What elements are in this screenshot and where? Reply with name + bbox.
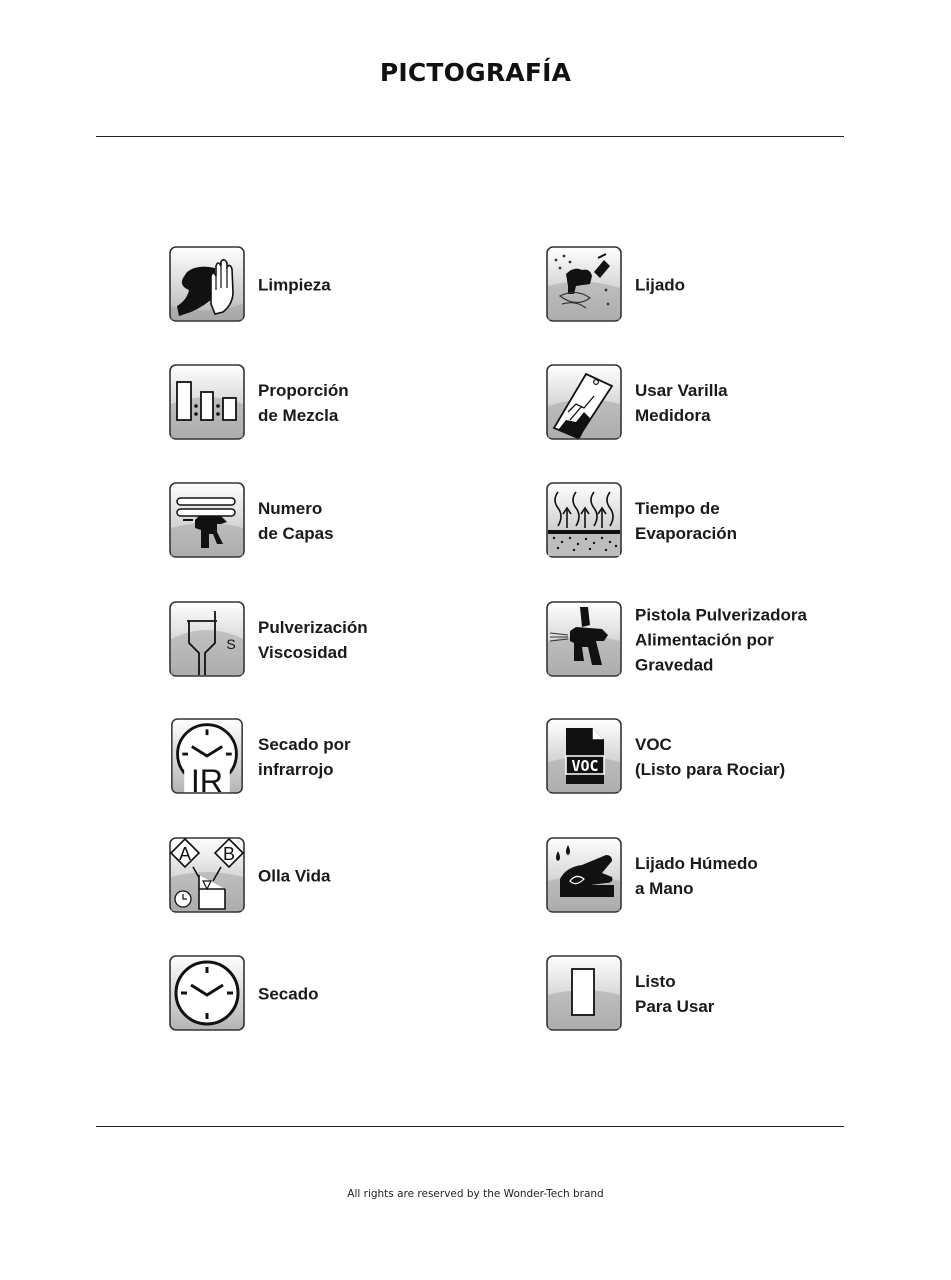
pictogram-flash-off-time [546, 482, 846, 560]
svg-text:B: B [222, 844, 236, 864]
pictogram-label: Lijado Húmedo a Mano [635, 854, 758, 898]
pictogram-label: Secado por infrarrojo [258, 735, 351, 779]
viscosity-cup-icon [169, 601, 245, 677]
header-divider [96, 136, 844, 137]
pictogram-wet-sanding [546, 837, 846, 915]
svg-text:IR: IR [190, 763, 224, 794]
pictogram-measuring-stick [546, 364, 846, 442]
measuring-stick-icon [546, 364, 622, 440]
copyright-notice: All rights are reserved by the Wonder-Tech brand [347, 1188, 604, 1200]
voc-document-icon [546, 718, 622, 794]
flash-off-time-icon [546, 482, 622, 558]
pictogram-number-of-coats [169, 482, 469, 560]
page-title: PICTOGRAFÍA [379, 58, 572, 87]
mixing-ratio-icon [169, 364, 245, 440]
ready-to-use-icon [546, 955, 622, 1031]
pictogram-label: Listo Para Usar [635, 972, 715, 1016]
pictogram-label: Proporción de Mezcla [258, 381, 349, 425]
svg-text:A: A [178, 844, 192, 864]
number-of-coats-icon [169, 482, 245, 558]
pictogram-label: Usar Varilla Medidora [635, 381, 728, 425]
infrared-drying-icon [169, 718, 245, 794]
pictogram-label: Tiempo de Evaporación [635, 499, 738, 543]
pictogram-viscosity [169, 601, 469, 679]
pictogram-drying [169, 955, 469, 1033]
pictogram-cleaning [169, 246, 469, 324]
sanding-icon [546, 246, 622, 322]
pictogram-label: Pulverización Viscosidad [258, 618, 368, 662]
pictogram-label: Lijado [635, 275, 686, 295]
pot-life-icon [169, 837, 245, 913]
pictogram-label: VOC (Listo para Rociar) [635, 735, 786, 779]
svg-text:S: S [226, 636, 236, 652]
pictogram-gravity-spray-gun [546, 601, 846, 679]
pictogram-infrared-drying [169, 718, 469, 796]
pictogram-pot-life [169, 837, 469, 915]
gravity-spray-gun-icon [546, 601, 622, 677]
pictogram-voc [546, 718, 846, 796]
drying-clock-icon [169, 955, 245, 1031]
pictogram-label: Olla Vida [258, 866, 331, 886]
svg-text:VOC: VOC [571, 757, 599, 775]
pictogram-label: Limpieza [258, 275, 331, 295]
pictogram-label: Pistola Pulverizadora Alimentación por Gravedad [635, 605, 807, 675]
footer-divider [96, 1126, 844, 1127]
pictogram-mixing-ratio [169, 364, 469, 442]
wet-sanding-hand-icon [546, 837, 622, 913]
cleaning-hand-icon [169, 246, 245, 322]
pictogram-sanding [546, 246, 846, 324]
pictogram-ready-to-use [546, 955, 846, 1033]
pictogram-label: Numero de Capas [258, 499, 334, 543]
pictogram-label: Secado [258, 984, 319, 1004]
